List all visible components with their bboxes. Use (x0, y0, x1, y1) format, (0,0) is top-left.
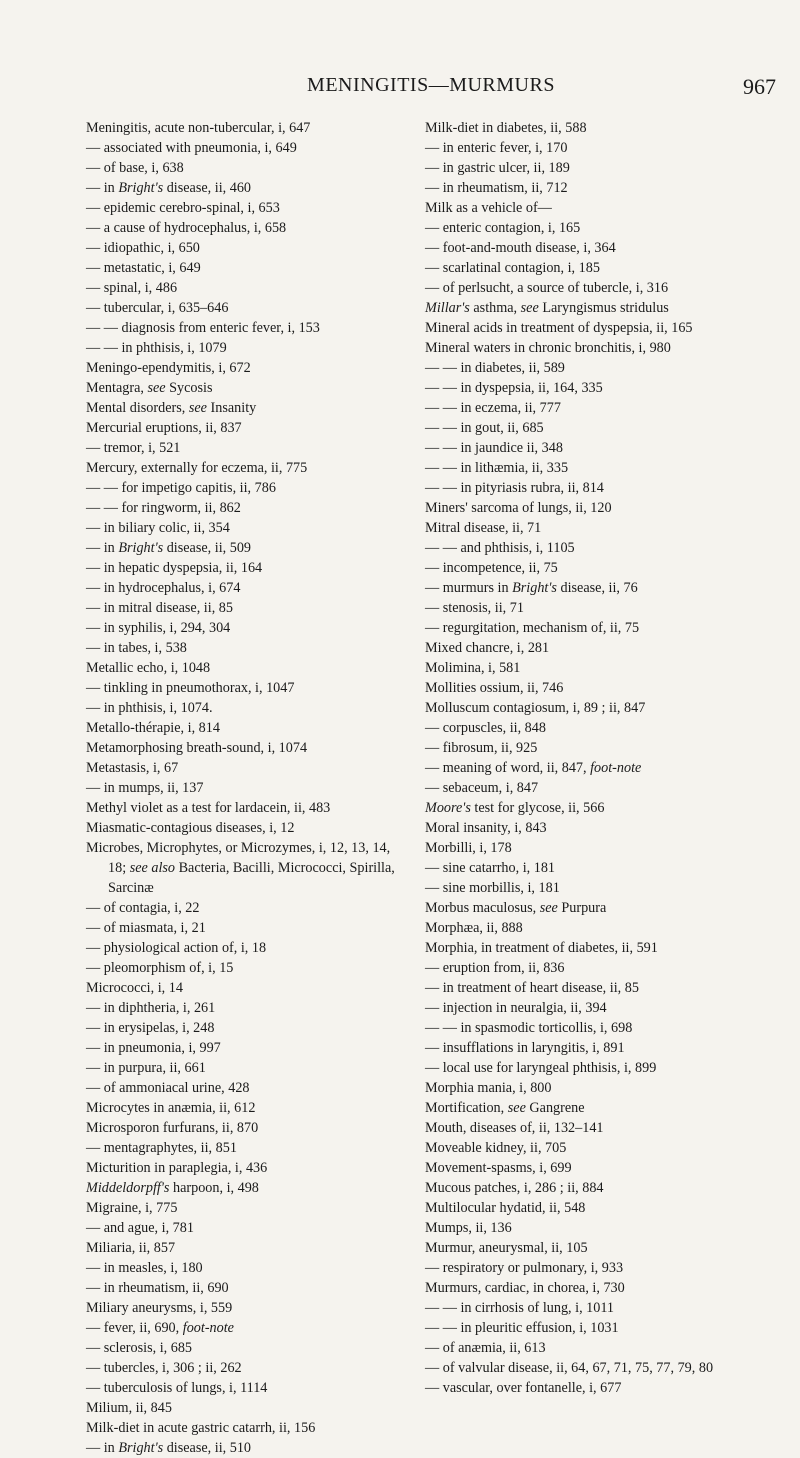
index-entry: — in hepatic dyspepsia, ii, 164 (86, 560, 263, 576)
index-entry: Milk-diet in acute gastric catarrh, ii, 156 (86, 1420, 316, 1436)
index-entry: — tremor, i, 521 (86, 440, 181, 456)
index-entry: — enteric contagion, i, 165 (425, 220, 581, 236)
index-entry: Micrococci, i, 14 (86, 980, 183, 996)
index-entry: — — in jaundice ii, 348 (425, 440, 563, 456)
index-entry: — metastatic, i, 649 (86, 260, 201, 276)
index-entry: — — in phthisis, i, 1079 (86, 340, 227, 356)
index-entry: — tuberculosis of lungs, i, 1114 (86, 1380, 268, 1396)
index-entry: Mineral waters in chronic bronchitis, i, 980 (425, 340, 671, 356)
index-entry: — spinal, i, 486 (86, 280, 178, 296)
index-entry: Migraine, i, 775 (86, 1200, 178, 1216)
index-entry: — idiopathic, i, 650 (86, 240, 200, 256)
index-entry: — fever, ii, 690, foot-note (86, 1320, 234, 1336)
index-entry: Mouth, diseases of, ii, 132–141 (425, 1120, 604, 1136)
index-entry: — in Bright's disease, ii, 509 (86, 540, 252, 556)
index-entry: — corpuscles, ii, 848 (425, 720, 546, 736)
index-entry: Metamorphosing breath-sound, i, 1074 (86, 740, 308, 756)
index-entry: Methyl violet as a test for lardacein, ii, 483 (86, 800, 331, 816)
index-entry: — in hydrocephalus, i, 674 (86, 580, 241, 596)
index-entry: — in rheumatism, ii, 690 (86, 1280, 229, 1296)
index-entry: Metastasis, i, 67 (86, 760, 179, 776)
index-entry: — of anæmia, ii, 613 (425, 1340, 546, 1356)
index-entry: — — in eczema, ii, 777 (425, 400, 561, 416)
index-entry: — local use for laryngeal phthisis, i, 899 (425, 1060, 657, 1076)
index-entry: — eruption from, ii, 836 (425, 960, 565, 976)
index-entry: Miasmatic-contagious diseases, i, 12 (86, 820, 295, 836)
index-column-left (86, 118, 411, 1458)
index-entry: — of miasmata, i, 21 (86, 920, 206, 936)
index-entry: — respiratory or pulmonary, i, 933 (425, 1260, 624, 1276)
index-entry: Miners' sarcoma of lungs, ii, 120 (425, 500, 612, 516)
index-entry: — sine catarrho, i, 181 (425, 860, 556, 876)
index-entry: Morbus maculosus, see Purpura (425, 900, 607, 916)
running-head: MENINGITIS—MURMURS (307, 74, 555, 96)
index-entry: Miliaria, ii, 857 (86, 1240, 176, 1256)
index-entry: Metallic echo, i, 1048 (86, 660, 211, 676)
index-entry: — in syphilis, i, 294, 304 (86, 620, 231, 636)
index-entry: Microcytes in anæmia, ii, 612 (86, 1100, 256, 1116)
index-entry: — scarlatinal contagion, i, 185 (425, 260, 600, 276)
index-entry: — associated with pneumonia, i, 649 (86, 140, 297, 156)
index-entry: — epidemic cerebro-spinal, i, 653 (86, 200, 280, 216)
index-entry: — regurgitation, mechanism of, ii, 75 (425, 620, 640, 636)
index-entry: — in diphtheria, i, 261 (86, 1000, 216, 1016)
index-entry: — injection in neuralgia, ii, 394 (425, 1000, 607, 1016)
index-entry: — — in pityriasis rubra, ii, 814 (425, 480, 604, 496)
index-entry: — fibrosum, ii, 925 (425, 740, 538, 756)
index-entry: — — in dyspepsia, ii, 164, 335 (425, 380, 603, 396)
index-entry: — — in spasmodic torticollis, i, 698 (425, 1020, 633, 1036)
index-entry: — — and phthisis, i, 1105 (425, 540, 575, 556)
index-entry: Mitral disease, ii, 71 (425, 520, 542, 536)
index-entry: Moore's test for glycose, ii, 566 (425, 800, 605, 816)
index-entry: Miliary aneurysms, i, 559 (86, 1300, 233, 1316)
index-entry: Mineral acids in treatment of dyspepsia, ii, 165 (425, 320, 693, 336)
index-entry: Multilocular hydatid, ii, 548 (425, 1200, 586, 1216)
index-entry: — in pneumonia, i, 997 (86, 1040, 221, 1056)
index-entry: — pleomorphism of, i, 15 (86, 960, 234, 976)
index-entry: — murmurs in Bright's disease, ii, 76 (425, 580, 638, 596)
index-entry: Meningitis, acute non-tubercular, i, 647 (86, 120, 311, 136)
index-entry: — meaning of word, ii, 847, foot-note (425, 760, 642, 776)
index-entry: — in tabes, i, 538 (86, 640, 187, 656)
index-entry: Murmurs, cardiac, in chorea, i, 730 (425, 1280, 625, 1296)
index-entry: — of contagia, i, 22 (86, 900, 200, 916)
index-entry: Microsporon furfurans, ii, 870 (86, 1120, 259, 1136)
index-entry: — of valvular disease, ii, 64, 67, 71, 75, 77, 79, 80 (425, 1360, 714, 1376)
index-entry: Mentagra, see Sycosis (86, 380, 213, 396)
index-entry: — in phthisis, i, 1074. (86, 700, 213, 716)
index-entry: — and ague, i, 781 (86, 1220, 194, 1236)
index-entry: — foot-and-mouth disease, i, 364 (425, 240, 616, 256)
index-column-right (425, 118, 777, 1398)
index-entry: Morphia, in treatment of diabetes, ii, 591 (425, 940, 658, 956)
index-entry: — in Bright's disease, ii, 510 (86, 1440, 252, 1456)
index-entry: — incompetence, ii, 75 (425, 560, 558, 576)
index-entry: — in treatment of heart disease, ii, 85 (425, 980, 639, 996)
index-entry: — vascular, over fontanelle, i, 677 (425, 1380, 622, 1396)
index-entry: Middeldorpff's harpoon, i, 498 (86, 1180, 259, 1196)
index-entry: Morbilli, i, 178 (425, 840, 512, 856)
index-entry: — in mumps, ii, 137 (86, 780, 204, 796)
index-entry: — — in cirrhosis of lung, i, 1011 (425, 1300, 615, 1316)
index-entry: Metallo-thérapie, i, 814 (86, 720, 220, 736)
index-entry: — in purpura, ii, 661 (86, 1060, 206, 1076)
index-entry: — of perlsucht, a source of tubercle, i, 316 (425, 280, 669, 296)
index-entry: — in gastric ulcer, ii, 189 (425, 160, 570, 176)
index-entry: Microbes, Microphytes, or Microzymes, i, 12, 13, 14, 18; see also Bacteria, Bacilli, Micrococci, Spirilla, Sarcinæ (86, 840, 395, 896)
index-entry: — in erysipelas, i, 248 (86, 1020, 215, 1036)
index-entry: Milk as a vehicle of— (425, 200, 552, 216)
index-entry: Milk-diet in diabetes, ii, 588 (425, 120, 587, 136)
index-entry: Millar's asthma, see Laryngismus stridulus (425, 300, 669, 316)
index-entry: — — in diabetes, ii, 589 (425, 360, 565, 376)
index-entry: Mumps, ii, 136 (425, 1220, 512, 1236)
index-entry: — sebaceum, i, 847 (425, 780, 539, 796)
index-entry: Moveable kidney, ii, 705 (425, 1140, 567, 1156)
index-entry: — tinkling in pneumothorax, i, 1047 (86, 680, 295, 696)
index-entry: Mental disorders, see Insanity (86, 400, 257, 416)
index-entry: Mixed chancre, i, 281 (425, 640, 550, 656)
index-entry: — in enteric fever, i, 170 (425, 140, 568, 156)
index-entry: — of ammoniacal urine, 428 (86, 1080, 250, 1096)
page-header (86, 74, 776, 104)
index-entry: Mortification, see Gangrene (425, 1100, 585, 1116)
page-number: 967 (743, 74, 776, 99)
index-entry: Mercury, externally for eczema, ii, 775 (86, 460, 308, 476)
index-entry: Molimina, i, 581 (425, 660, 521, 676)
index-entry: Mercurial eruptions, ii, 837 (86, 420, 242, 436)
index-entry: — sclerosis, i, 685 (86, 1340, 193, 1356)
index-entry: Milium, ii, 845 (86, 1400, 172, 1416)
index-entry: — in biliary colic, ii, 354 (86, 520, 230, 536)
index-entry: — tubercles, i, 306 ; ii, 262 (86, 1360, 242, 1376)
index-entry: — physiological action of, i, 18 (86, 940, 267, 956)
index-entry: — sine morbillis, i, 181 (425, 880, 560, 896)
index-entry: Molluscum contagiosum, i, 89 ; ii, 847 (425, 700, 646, 716)
index-entry: Mucous patches, i, 286 ; ii, 884 (425, 1180, 604, 1196)
index-entry: — mentagraphytes, ii, 851 (86, 1140, 237, 1156)
index-entry: Morphæa, ii, 888 (425, 920, 523, 936)
index-entry: Meningo-ependymitis, i, 672 (86, 360, 251, 376)
index-entry: — in mitral disease, ii, 85 (86, 600, 233, 616)
index-entry: — — diagnosis from enteric fever, i, 153 (86, 320, 320, 336)
index-entry: — in rheumatism, ii, 712 (425, 180, 568, 196)
index-entry: — — in lithæmia, ii, 335 (425, 460, 569, 476)
index-entry: — of base, i, 638 (86, 160, 184, 176)
index-entry: Murmur, aneurysmal, ii, 105 (425, 1240, 588, 1256)
index-entry: — — for impetigo capitis, ii, 786 (86, 480, 276, 496)
index-entry: — in Bright's disease, ii, 460 (86, 180, 252, 196)
index-entry: — tubercular, i, 635–646 (86, 300, 229, 316)
index-entry: Movement-spasms, i, 699 (425, 1160, 572, 1176)
index-entry: — — in pleuritic effusion, i, 1031 (425, 1320, 619, 1336)
index-entry: Morphia mania, i, 800 (425, 1080, 552, 1096)
index-entry: — a cause of hydrocephalus, i, 658 (86, 220, 287, 236)
index-entry: — — for ringworm, ii, 862 (86, 500, 241, 516)
index-entry: Mollities ossium, ii, 746 (425, 680, 564, 696)
index-entry: Moral insanity, i, 843 (425, 820, 547, 836)
index-entry: — insufflations in laryngitis, i, 891 (425, 1040, 625, 1056)
index-entry: — stenosis, ii, 71 (425, 600, 524, 616)
index-entry: — — in gout, ii, 685 (425, 420, 544, 436)
index-entry: Micturition in paraplegia, i, 436 (86, 1160, 268, 1176)
index-entry: — in measles, i, 180 (86, 1260, 203, 1276)
